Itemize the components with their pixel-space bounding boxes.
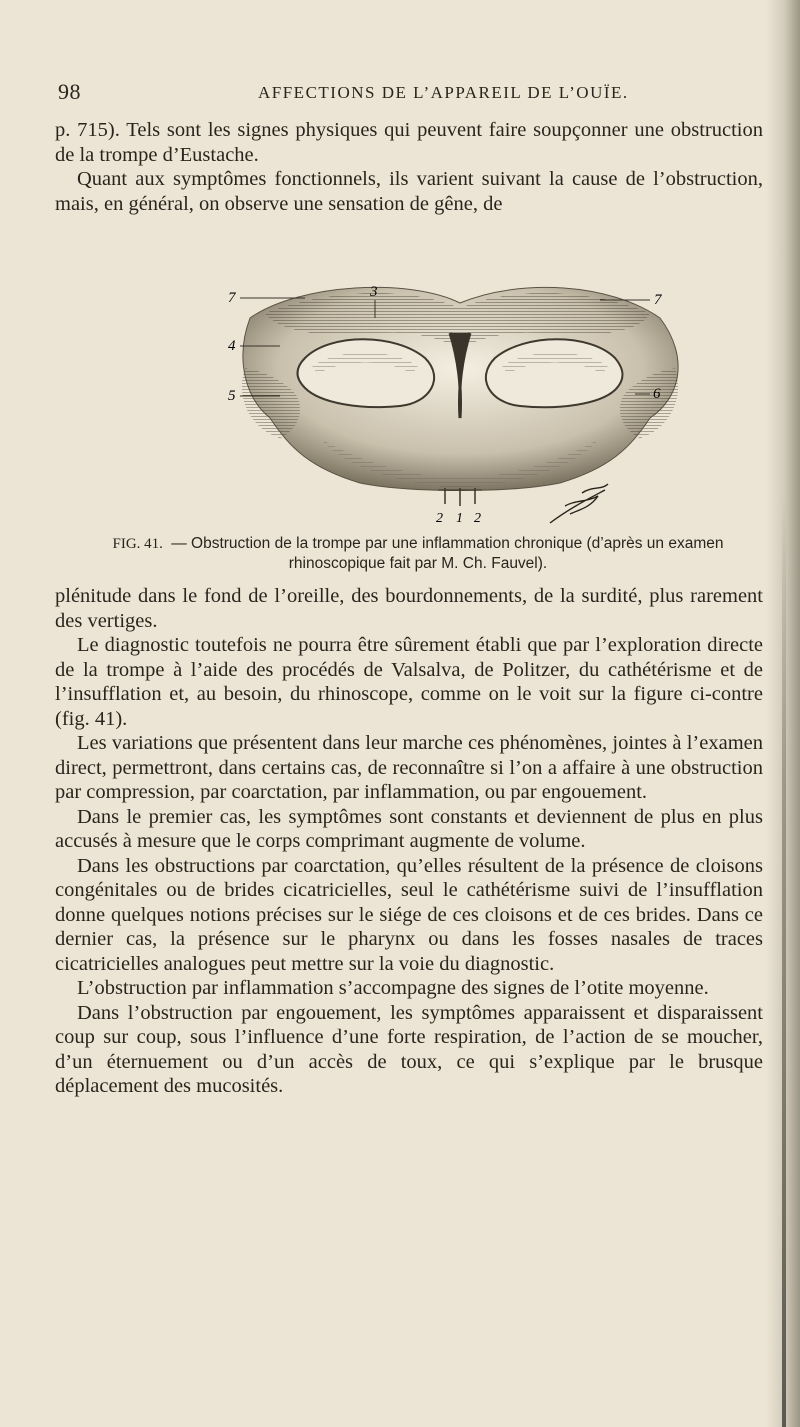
fig-label: 5 (228, 388, 236, 404)
paragraph-symptoms: Quant aux symptômes fonctionnels, ils varient suivant la cause de l’obstruction, mais, en général, on observe une sensation de gêne, de (55, 168, 763, 215)
ink-flourish (550, 484, 608, 523)
page-header (58, 79, 758, 109)
body-text (55, 584, 763, 1099)
fig-label: 2 (436, 511, 443, 526)
paragraph: L’obstruction par inflammation s’accompagne des signes de l’otite moyenne. (77, 977, 709, 999)
paragraph: Dans l’obstruction par engouement, les symptômes apparaissent et disparaissent coup sur coup, sous l’influence d’une forte respiration, de l’action de se moucher, d’un éternuement ou d’un accès de toux, ce qui s’explique par le brusque déplacement des mucosités. (55, 1001, 763, 1097)
paragraph: plénitude dans le fond de l’oreille, des bourdonnements, de la surdité, plus rarement des vertiges. (55, 585, 763, 632)
page-number: 98 (58, 79, 81, 104)
top-paragraphs (55, 118, 763, 216)
running-head: AFFECTIONS DE L’APPAREIL DE L’OUÏE. (258, 83, 629, 102)
fig-label: 7 (228, 290, 236, 306)
paragraph: Dans les obstructions par coarctation, qu’elles résultent de la présence de cloisons congénitales ou de brides cicatricielles, seul le cathétérisme suivi de l’insufflation donne quelques notions précises sur le siége de ces cloisons et de ces brides. Dans ce dernier cas, la présence sur le pharynx ou dans les fosses nasales de traces cicatricielles analogues peut mettre sur la voie du diagnostic. (55, 854, 763, 975)
fig-label: 7 (654, 292, 662, 308)
paragraph: Les variations que présentent dans leur marche ces phénomènes, jointes à l’examen direct, permettront, dans certains cas, de reconnaître si l’on a affaire à une obstruction par compression, par coarctation, par inflammation, ou par engouement. (55, 732, 763, 803)
fig-label: 2 (474, 511, 481, 526)
fig-label: 6 (653, 386, 661, 402)
rhinoscopic-figure (210, 278, 710, 540)
paragraph: Dans le premier cas, les symptômes sont constants et deviennent de plus en plus accusés à mesure que le corps comprimant augmente de volume. (55, 805, 763, 852)
binding-edge (782, 500, 786, 1427)
paragraph-continuation: p. 715). Tels sont les signes physiques qui peuvent faire soupçonner une obstruction de la trompe d’Eustache. (55, 119, 763, 166)
fig-label: 4 (228, 338, 236, 354)
fig-label: 1 (456, 511, 463, 526)
caption-label: FIG. 41. (112, 536, 163, 552)
paragraph: Le diagnostic toutefois ne pourra être sûrement établi que par l’exploration directe de la trompe à l’aide des procédés de Valsalva, de Politzer, du cathétérisme et de l’insufflation et, au besoin, du rhinoscope, comme on le voit sur la figure ci-contre (fig. 41). (55, 634, 763, 730)
fig-label: 3 (370, 284, 378, 300)
figure-caption (73, 534, 763, 574)
caption-text: — Obstruction de la trompe par une inflammation chronique (d’après un examen rhinoscopique fait par M. Ch. Fauvel). (171, 535, 724, 572)
